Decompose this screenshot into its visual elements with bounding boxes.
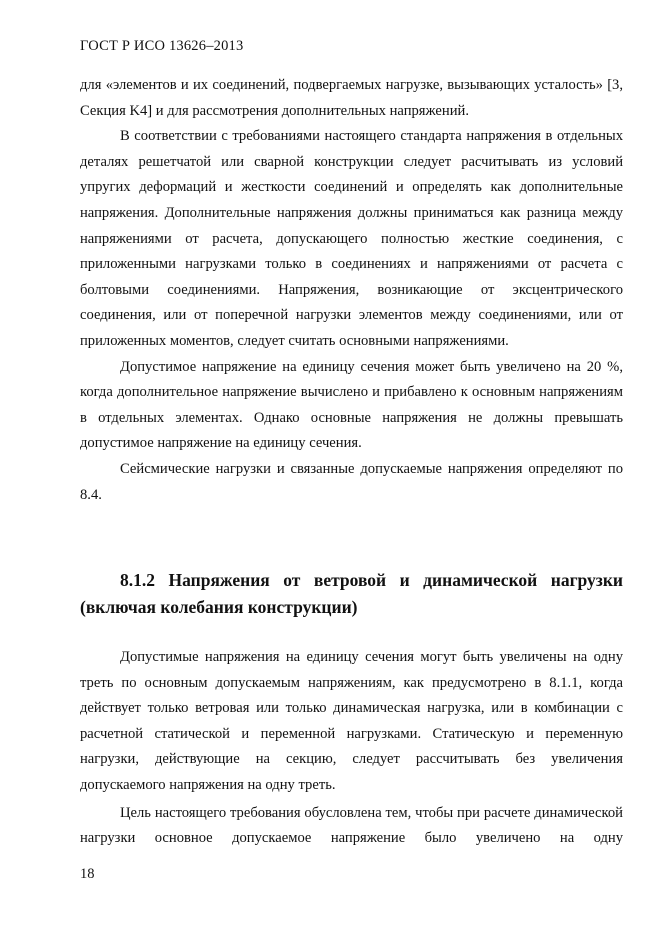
paragraph-continuation: для «элементов и их соединений, подвергаемых нагрузке, вызывающих усталость» [3, Секция K4] и для рассмотрения дополнительных напряжений. bbox=[80, 77, 623, 119]
body-text-top bbox=[80, 73, 623, 508]
paragraph-purpose: Цель настоящего требования обусловлена тем, чтобы при расчете динамической нагрузки основное допускаемое напряжение было увеличено на одну bbox=[80, 804, 623, 847]
paragraph-allowable-stress: Допустимое напряжение на единицу сечения может быть увеличено на 20 %, когда дополнительное напряжение вычислено и прибавлено к основным напряжениям в отдельных элементах. Однако основные напряжения не должны превышать допустимое напряжение на единицу сечения. bbox=[80, 358, 623, 452]
section-heading: 8.1.2 Напряжения от ветровой и динамической нагрузки (включая колебания конструкции) bbox=[80, 570, 623, 617]
paragraph-seismic: Сейсмические нагрузки и связанные допускаемые напряжения определяют по 8.4. bbox=[80, 460, 623, 503]
standard-header: ГОСТ Р ИСО 13626–2013 bbox=[80, 38, 244, 54]
paragraph-one-third: Допустимые напряжения на единицу сечения могут быть увеличены на одну треть по основным допускаемым напряжениям, как предусмотрено в 8.1.1, когда действует только ветровая или только динамическая нагрузка, или в комбинации с расчетной статической и переменной нагрузками. Статическую и переменную нагрузки, действующие на секцию, следует рассчитывать без увеличения допускаемого напряжения на одну треть. bbox=[80, 649, 623, 793]
page-number: 18 bbox=[80, 866, 95, 882]
paragraph-stresses: В соответствии с требованиями настоящего стандарта напряжения в отдельных деталях решетчатой или сварной конструкции следует расчитывать из условий упругих деформаций и жесткости соединений и определять как дополнительные напряжения. Дополнительные напряжения должны приниматься как разница между напряжениями от расчета, допускающего полностью жесткие соединения, с приложенными нагрузками только в соединениях и напряжениями от расчета с болтовыми соединениями. Напряжения, возникающие от эксцентрического соединения, или от поперечной нагрузки элементов между соединениями, или от приложенных моментов, следует считать основными напряжениями. bbox=[80, 128, 623, 349]
body-text-bottom bbox=[80, 645, 623, 852]
